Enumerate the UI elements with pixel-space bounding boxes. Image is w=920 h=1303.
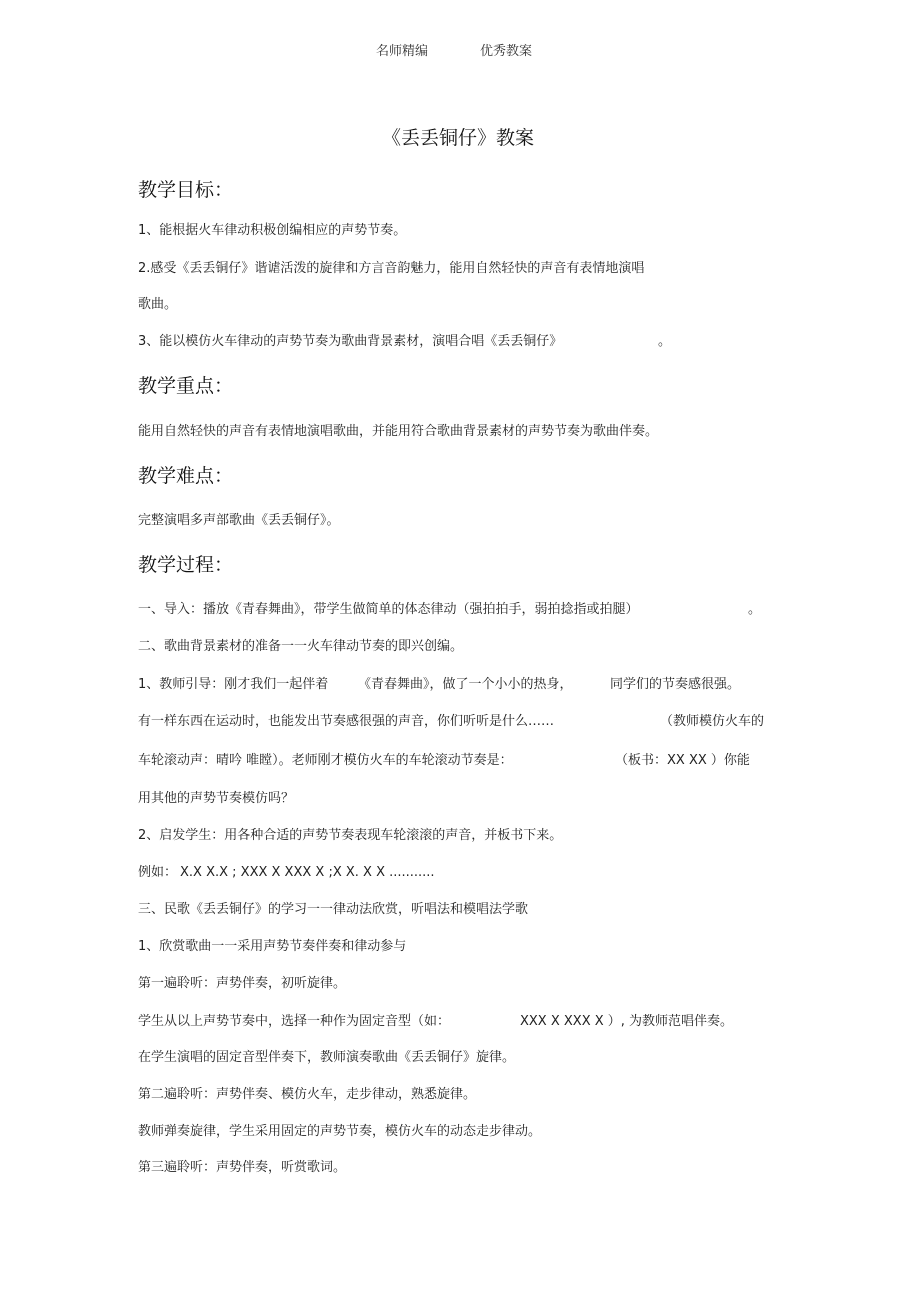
process-intro: 一、导入：播放《青春舞曲》，带学生做简单的体态律动（强拍拍手，弱拍捻指或拍腿） — [138, 602, 639, 617]
difficulty-heading: 教学难点： — [138, 465, 234, 487]
process-p3-line-3a: 学生从以上声势节奏中，选择一种作为固定音型（如： — [138, 1014, 451, 1029]
process-heading: 教学过程： — [138, 554, 234, 576]
process-p2-line-3a: 车轮滚动声：晴吟 唯瞠）。老师刚才模仿火车的车轮滚动节奏是： — [138, 753, 513, 768]
page-title: 《丢丢铜仔》教案 — [382, 127, 535, 149]
process-p2-line-4: 用其他的声势节奏模仿吗？ — [138, 791, 295, 806]
objectives-heading: 教学目标： — [138, 179, 234, 201]
process-p3-line-4: 在学生演唱的固定音型伴奏下，教师演奏歌曲《丢丢铜仔》旋律。 — [138, 1050, 516, 1065]
objective-item-3-end: 。 — [658, 334, 672, 349]
process-p2-line-1c: 同学们的节奏感很强。 — [610, 677, 741, 692]
header-right-label: 优秀教案 — [480, 44, 533, 59]
process-p2-line-1a: 1、教师引导：刚才我们一起伴着 — [138, 677, 329, 692]
process-p3-line-6: 教师弹奏旋律，学生采用固定的声势节奏，模仿火车的动态走步律动。 — [138, 1124, 542, 1139]
process-part-2-heading: 二、歌曲背景素材的准备一一火车律动节奏的即兴创编。 — [138, 639, 464, 654]
objective-item-1: 1、能根据火车律动积极创编相应的声势节奏。 — [138, 223, 407, 238]
process-p2-line-1b: 《青春舞曲》，做了一个小小的热身， — [358, 677, 573, 692]
objective-item-2-line-2: 歌曲。 — [138, 297, 178, 312]
keypoint-text: 能用自然轻快的声音有表情地演唱歌曲，并能用符合歌曲背景素材的声势节奏为歌曲伴奏。 — [138, 424, 659, 439]
difficulty-text: 完整演唱多声部歌曲《丢丢铜仔》。 — [138, 513, 340, 528]
objective-item-2-line-1: 2.感受《丢丢铜仔》谐谑活泼的旋律和方言音韵魅力，能用自然轻快的声音有表情地演唱 — [138, 261, 645, 276]
process-intro-end: 。 — [748, 602, 762, 617]
keypoint-heading: 教学重点： — [138, 375, 234, 397]
process-p3-line-2: 第一遍聆听：声势伴奏，初听旋律。 — [138, 976, 347, 991]
process-p2-example-label: 例如： — [138, 865, 178, 880]
process-p3-line-7: 第三遍聆听：声势伴奏，听赏歌词。 — [138, 1160, 347, 1175]
header-left-label: 名师精编 — [376, 44, 429, 59]
process-p2-line-3b: （板书：XX XX ）你能 — [615, 753, 750, 768]
objective-item-3: 3、能以模仿火车律动的声势节奏为歌曲背景素材，演唱合唱《丢丢铜仔》 — [138, 334, 563, 349]
process-p2-example-rhythms: X.X X.X ; XXX X XXX X ;X X. X X ........... — [180, 865, 435, 880]
process-p3-line-5: 第二遍聆听：声势伴奏、模仿火车，走步律动，熟悉旋律。 — [138, 1087, 477, 1102]
process-part-3-heading: 三、民歌《丢丢铜仔》的学习一一律动法欣赏，听唱法和模唱法学歌 — [138, 902, 529, 917]
process-p3-line-3b: XXX X XXX X ）, 为教师范唱伴奏。 — [520, 1014, 734, 1029]
process-p3-line-1: 1、欣赏歌曲一一采用声势节奏伴奏和律动参与 — [138, 939, 407, 954]
process-p2-line-2b: （教师模仿火车的 — [660, 714, 765, 729]
process-p2-line-5: 2、启发学生：用各种合适的声势节奏表现车轮滚滚的声音，并板书下来。 — [138, 828, 563, 843]
process-p2-line-2a: 有一样东西在运动时，也能发出节奏感很强的声音，你们听听是什么…… — [138, 714, 555, 729]
